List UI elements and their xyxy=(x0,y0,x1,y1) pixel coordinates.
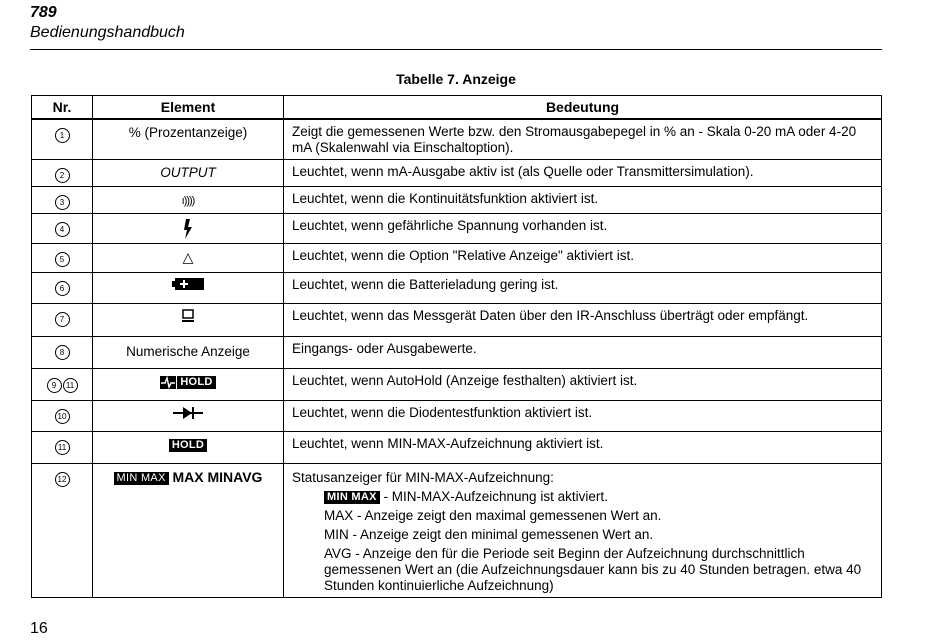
column-header-meaning: Bedeutung xyxy=(284,96,882,120)
minmax-badge: MIN MAX xyxy=(324,491,380,504)
table-row xyxy=(32,244,882,273)
max-sub-item: MAX - Anzeige zeigt den maximal gemessenen Wert an. xyxy=(324,508,662,523)
continuity-icon: ı)))) xyxy=(181,195,195,207)
display-table xyxy=(31,95,882,598)
row-meaning: Zeigt die gemessenen Werte bzw. den Stromausgabepegel in % an - Skala 0-20 mA oder 4-20 mA (Skalenwahl via Einschaltoption). xyxy=(284,119,882,160)
manual-title: Bedienungshandbuch xyxy=(30,24,185,41)
table-row xyxy=(32,304,882,337)
table-row xyxy=(32,401,882,432)
delta-icon: △ xyxy=(182,249,194,265)
row-number: 11 xyxy=(63,378,78,393)
column-header-element: Element xyxy=(93,96,284,120)
row-number: 8 xyxy=(55,345,70,360)
row-meaning: Leuchtet, wenn AutoHold (Anzeige festhalten) aktiviert ist. xyxy=(284,369,882,401)
diode-icon xyxy=(173,406,203,420)
page-number: 16 xyxy=(30,620,48,637)
table-row xyxy=(32,160,882,187)
row-meaning: Eingangs- oder Ausgabewerte. xyxy=(284,337,882,369)
table-row xyxy=(32,119,882,160)
row-number: 11 xyxy=(55,440,70,455)
row-number: 1 xyxy=(55,128,70,143)
row-number-pair xyxy=(47,378,78,393)
model-number: 789 xyxy=(30,4,57,21)
table-row xyxy=(32,273,882,304)
table-row xyxy=(32,432,882,464)
hold-badge: HOLD xyxy=(169,439,207,452)
table-caption: Tabelle 7. Anzeige xyxy=(396,71,516,87)
high-voltage-icon xyxy=(183,219,193,239)
output-indicator: OUTPUT xyxy=(160,165,216,180)
row-meaning: Leuchtet, wenn MIN-MAX-Aufzeichnung aktiviert ist. xyxy=(284,432,882,464)
table-row xyxy=(32,187,882,214)
percent-indicator: % (Prozentanzeige) xyxy=(128,125,248,140)
numeric-display-label: Numerische Anzeige xyxy=(126,344,250,359)
battery-icon xyxy=(172,278,204,290)
row-meaning: Leuchtet, wenn die Option "Relative Anzeige" aktiviert ist. xyxy=(284,244,882,273)
row-meaning: Leuchtet, wenn die Batterieladung gering ist. xyxy=(284,273,882,304)
minmax-sub-item: MIN MAX - MIN-MAX-Aufzeichnung ist aktiviert. xyxy=(292,487,873,506)
max-min-avg-label: MAX MINAVG xyxy=(172,469,263,485)
minmax-badge: MIN MAX xyxy=(114,472,169,485)
autohold-icon xyxy=(160,376,176,389)
row-number: 7 xyxy=(55,312,70,327)
row-meaning: Leuchtet, wenn gefährliche Spannung vorhanden ist. xyxy=(284,214,882,244)
row-number: 9 xyxy=(47,378,62,393)
row-number: 4 xyxy=(55,222,70,237)
row-number: 10 xyxy=(55,409,70,424)
row-number: 12 xyxy=(55,472,70,487)
row-meaning: Statusanzeiger für MIN-MAX-Aufzeichnung: xyxy=(292,470,554,485)
min-sub-item: MIN - Anzeige zeigt den minimal gemessenen Wert an. xyxy=(324,527,654,542)
table-row xyxy=(32,337,882,369)
row-meaning: Leuchtet, wenn mA-Ausgabe aktiv ist (als Quelle oder Transmittersimulation). xyxy=(284,160,882,187)
row-meaning: Leuchtet, wenn die Kontinuitätsfunktion aktiviert ist. xyxy=(284,187,882,214)
row-meaning: Leuchtet, wenn das Messgerät Daten über den IR-Anschluss überträgt oder empfängt. xyxy=(284,304,882,337)
row-number: 3 xyxy=(55,195,70,210)
row-number: 6 xyxy=(55,281,70,296)
table-row xyxy=(32,369,882,401)
table-row xyxy=(32,214,882,244)
avg-sub-item: AVG - Anzeige den für die Periode seit Beginn der Aufzeichnung durchschnittlich gemessenen Wert an (die Aufzeichnungsdauer kann bis zu 40 Stunden betragen. etwa 40 Stunden kontinuierliche Aufzeichnung) xyxy=(324,546,862,593)
row-meaning: Leuchtet, wenn die Diodentestfunktion aktiviert ist. xyxy=(284,401,882,432)
header-divider xyxy=(30,49,882,50)
table-row xyxy=(32,464,882,598)
row-number: 5 xyxy=(55,252,70,267)
autohold-indicator xyxy=(160,376,215,389)
computer-icon xyxy=(181,309,195,323)
hold-badge: HOLD xyxy=(177,376,215,389)
table-header-row xyxy=(32,96,882,120)
row-number: 2 xyxy=(55,168,70,183)
column-header-nr: Nr. xyxy=(32,96,93,120)
